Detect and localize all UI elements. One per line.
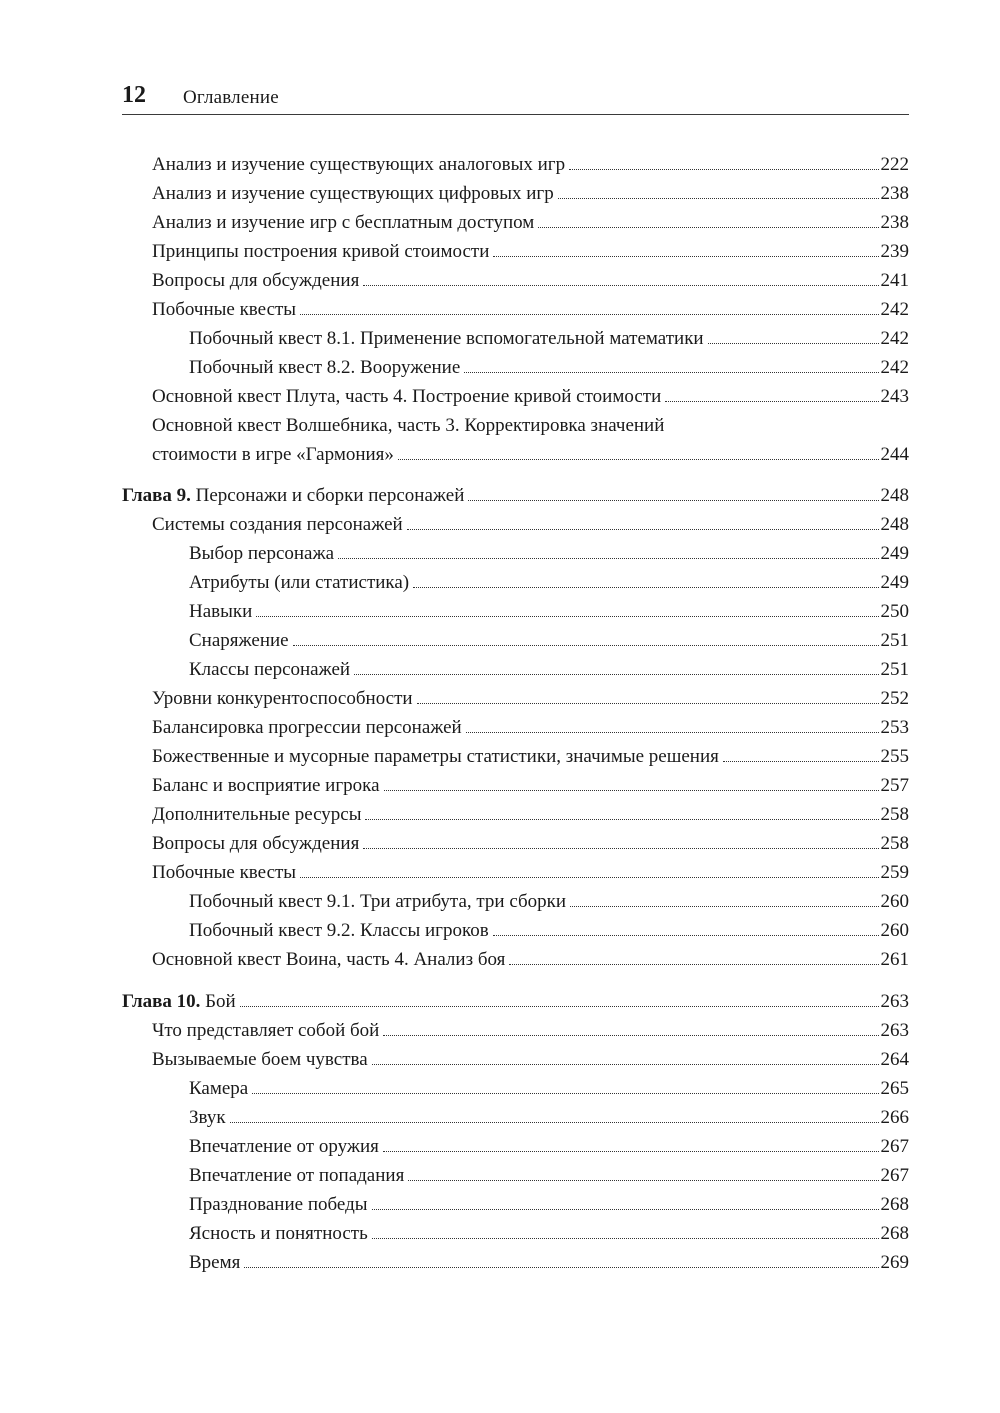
toc-entry-title: Бой bbox=[205, 991, 236, 1012]
toc-page-number: 238 bbox=[880, 183, 909, 204]
toc-entry-title: Принципы построения кривой стоимости bbox=[152, 241, 490, 262]
toc-entry-title: Побочный квест 8.1. Применение вспомогательной математики bbox=[189, 328, 704, 349]
toc-entry bbox=[152, 771, 909, 800]
chapter-label: Глава 10. bbox=[122, 991, 201, 1012]
toc-chapter-entry bbox=[122, 987, 909, 1016]
toc-entry-title: Божественные и мусорные параметры статистики, значимые решения bbox=[152, 746, 719, 767]
toc-entry bbox=[152, 858, 909, 887]
toc-page-number: 242 bbox=[880, 328, 909, 349]
dot-leader bbox=[230, 1122, 879, 1123]
dot-leader bbox=[372, 1064, 879, 1065]
toc-page-number: 244 bbox=[880, 444, 909, 465]
toc-entry-title: Основной квест Воина, часть 4. Анализ боя bbox=[152, 949, 506, 970]
toc-entry bbox=[189, 353, 909, 382]
toc-entry bbox=[189, 1103, 909, 1132]
toc-entry bbox=[152, 150, 909, 179]
toc-entry-title: Побочные квесты bbox=[152, 299, 297, 320]
toc-entry-title: Выбор персонажа bbox=[189, 543, 335, 564]
toc-entry bbox=[189, 539, 909, 568]
dot-leader bbox=[300, 314, 878, 315]
toc-entry-title: Вопросы для обсуждения bbox=[152, 833, 360, 854]
dot-leader bbox=[256, 616, 878, 617]
dot-leader bbox=[252, 1093, 878, 1094]
toc-entry-title: Балансировка прогрессии персонажей bbox=[152, 717, 462, 738]
toc-page-number: 238 bbox=[880, 212, 909, 233]
toc-entry-title: Вопросы для обсуждения bbox=[152, 270, 360, 291]
toc-entry bbox=[189, 1074, 909, 1103]
toc-entry bbox=[189, 887, 909, 916]
dot-leader bbox=[665, 401, 878, 402]
toc-page-number: 252 bbox=[880, 688, 909, 709]
toc-entry-title: Основной квест Плута, часть 4. Построение кривой стоимости bbox=[152, 386, 662, 407]
dot-leader bbox=[293, 645, 879, 646]
toc-entry-title: Анализ и изучение игр с бесплатным доступом bbox=[152, 212, 535, 233]
dot-leader bbox=[338, 558, 878, 559]
toc-entry bbox=[189, 1248, 909, 1277]
dot-leader bbox=[244, 1267, 878, 1268]
dot-leader bbox=[493, 935, 879, 936]
toc-page-number: 243 bbox=[880, 386, 909, 407]
dot-leader bbox=[413, 587, 878, 588]
toc-entry-title: Празднование победы bbox=[189, 1194, 368, 1215]
toc-entry bbox=[152, 208, 909, 237]
toc-entry-title: Вызываемые боем чувства bbox=[152, 1049, 368, 1070]
dot-leader bbox=[240, 1006, 879, 1007]
toc-page-number: 257 bbox=[880, 775, 909, 796]
toc-entry-title: Что представляет собой бой bbox=[152, 1020, 380, 1041]
toc-entry bbox=[189, 916, 909, 945]
dot-leader bbox=[723, 761, 879, 762]
toc-entry-title: Системы создания персонажей bbox=[152, 514, 403, 535]
toc-page-number: 259 bbox=[880, 862, 909, 883]
toc-entry bbox=[189, 1161, 909, 1190]
toc-entry-title: Анализ и изучение существующих цифровых игр bbox=[152, 183, 554, 204]
toc-entry-title: Впечатление от оружия bbox=[189, 1136, 379, 1157]
dot-leader bbox=[509, 964, 878, 965]
toc-page-number: 251 bbox=[880, 659, 909, 680]
toc-page-number: 264 bbox=[880, 1049, 909, 1070]
toc-entry bbox=[152, 179, 909, 208]
dot-leader bbox=[464, 372, 878, 373]
dot-leader bbox=[407, 529, 879, 530]
toc-page-number: 248 bbox=[880, 485, 909, 506]
toc-page-number: 255 bbox=[880, 746, 909, 767]
dot-leader bbox=[372, 1209, 879, 1210]
toc-chapter-entry bbox=[122, 481, 909, 510]
toc-page-number: 263 bbox=[880, 991, 909, 1012]
dot-leader bbox=[365, 819, 878, 820]
toc-page-number: 266 bbox=[880, 1107, 909, 1128]
dot-leader bbox=[354, 674, 878, 675]
toc-page-number: 249 bbox=[880, 572, 909, 593]
toc-entry-title: Впечатление от попадания bbox=[189, 1165, 405, 1186]
toc-entry bbox=[152, 800, 909, 829]
dot-leader bbox=[363, 285, 878, 286]
chapter-label: Глава 9. bbox=[122, 485, 191, 506]
toc-entry-title: Атрибуты (или статистика) bbox=[189, 572, 410, 593]
dot-leader bbox=[372, 1238, 879, 1239]
toc-page-number: 269 bbox=[880, 1252, 909, 1273]
toc-page-number: 268 bbox=[880, 1223, 909, 1244]
toc-entry bbox=[152, 1016, 909, 1045]
toc-page-number: 265 bbox=[880, 1078, 909, 1099]
toc-entry-title: Персонажи и сборки персонажей bbox=[195, 485, 465, 506]
toc-page-number: 260 bbox=[880, 891, 909, 912]
toc-entry bbox=[152, 1045, 909, 1074]
dot-leader bbox=[300, 877, 878, 878]
toc-page-number: 248 bbox=[880, 514, 909, 535]
toc-entry-title: Время bbox=[189, 1252, 241, 1273]
toc-page-number: 267 bbox=[880, 1165, 909, 1186]
toc-page-number: 239 bbox=[880, 241, 909, 262]
toc-entry-title: Уровни конкурентоспособности bbox=[152, 688, 413, 709]
running-title: Оглавление bbox=[183, 87, 279, 108]
toc-page-number: 222 bbox=[880, 154, 909, 175]
toc-entry bbox=[189, 568, 909, 597]
toc-entry bbox=[152, 266, 909, 295]
toc-entry-title: Побочный квест 9.1. Три атрибута, три сборки bbox=[189, 891, 567, 912]
toc-page-number: 242 bbox=[880, 299, 909, 320]
dot-leader bbox=[708, 343, 879, 344]
toc-entry bbox=[189, 1219, 909, 1248]
toc-entry-title: Звук bbox=[189, 1107, 226, 1128]
dot-leader bbox=[383, 1151, 879, 1152]
toc-entry bbox=[152, 713, 909, 742]
dot-leader bbox=[569, 169, 878, 170]
toc-entry bbox=[152, 829, 909, 858]
table-of-contents bbox=[122, 150, 909, 1277]
dot-leader bbox=[384, 790, 879, 791]
toc-entry bbox=[152, 742, 909, 771]
toc-entry bbox=[152, 945, 909, 974]
dot-leader bbox=[398, 459, 879, 460]
toc-entry-title-line: Основной квест Волшебника, часть 3. Корректировка значений bbox=[152, 415, 665, 436]
toc-entry bbox=[152, 411, 909, 468]
page-header bbox=[122, 80, 909, 115]
page-number: 12 bbox=[122, 82, 146, 108]
toc-entry-title: Побочные квесты bbox=[152, 862, 297, 883]
toc-entry bbox=[152, 684, 909, 713]
dot-leader bbox=[570, 906, 878, 907]
toc-entry-title: Камера bbox=[189, 1078, 249, 1099]
toc-entry-title: Побочный квест 8.2. Вооружение bbox=[189, 357, 461, 378]
toc-entry bbox=[189, 655, 909, 684]
toc-page-number: 250 bbox=[880, 601, 909, 622]
toc-page-number: 253 bbox=[880, 717, 909, 738]
toc-entry-title: стоимости в игре «Гармония» bbox=[152, 444, 394, 465]
dot-leader bbox=[493, 256, 878, 257]
toc-page-number: 258 bbox=[880, 804, 909, 825]
toc-entry bbox=[189, 1132, 909, 1161]
toc-entry bbox=[152, 237, 909, 266]
toc-page-number: 260 bbox=[880, 920, 909, 941]
dot-leader bbox=[538, 227, 878, 228]
toc-page-number: 249 bbox=[880, 543, 909, 564]
toc-entry-title: Ясность и понятность bbox=[189, 1223, 368, 1244]
toc-entry bbox=[152, 510, 909, 539]
dot-leader bbox=[408, 1180, 878, 1181]
toc-page-number: 268 bbox=[880, 1194, 909, 1215]
toc-entry bbox=[152, 295, 909, 324]
toc-page-number: 261 bbox=[880, 949, 909, 970]
dot-leader bbox=[468, 500, 878, 501]
toc-entry bbox=[189, 597, 909, 626]
dot-leader bbox=[383, 1035, 878, 1036]
dot-leader bbox=[417, 703, 879, 704]
dot-leader bbox=[558, 198, 879, 199]
toc-entry-title: Анализ и изучение существующих аналоговых игр bbox=[152, 154, 566, 175]
toc-entry bbox=[152, 382, 909, 411]
toc-page-number: 242 bbox=[880, 357, 909, 378]
toc-entry-title: Снаряжение bbox=[189, 630, 289, 651]
toc-entry bbox=[189, 626, 909, 655]
toc-page-number: 263 bbox=[880, 1020, 909, 1041]
toc-entry-title: Навыки bbox=[189, 601, 253, 622]
dot-leader bbox=[466, 732, 879, 733]
toc-entry bbox=[189, 1190, 909, 1219]
toc-entry bbox=[189, 324, 909, 353]
toc-entry-title: Побочный квест 9.2. Классы игроков bbox=[189, 920, 489, 941]
toc-entry-title: Дополнительные ресурсы bbox=[152, 804, 362, 825]
toc-entry-title: Баланс и восприятие игрока bbox=[152, 775, 380, 796]
toc-page-number: 267 bbox=[880, 1136, 909, 1157]
toc-page-number: 251 bbox=[880, 630, 909, 651]
dot-leader bbox=[363, 848, 878, 849]
toc-page-number: 241 bbox=[880, 270, 909, 291]
toc-entry-title: Классы персонажей bbox=[189, 659, 351, 680]
toc-page-number: 258 bbox=[880, 833, 909, 854]
